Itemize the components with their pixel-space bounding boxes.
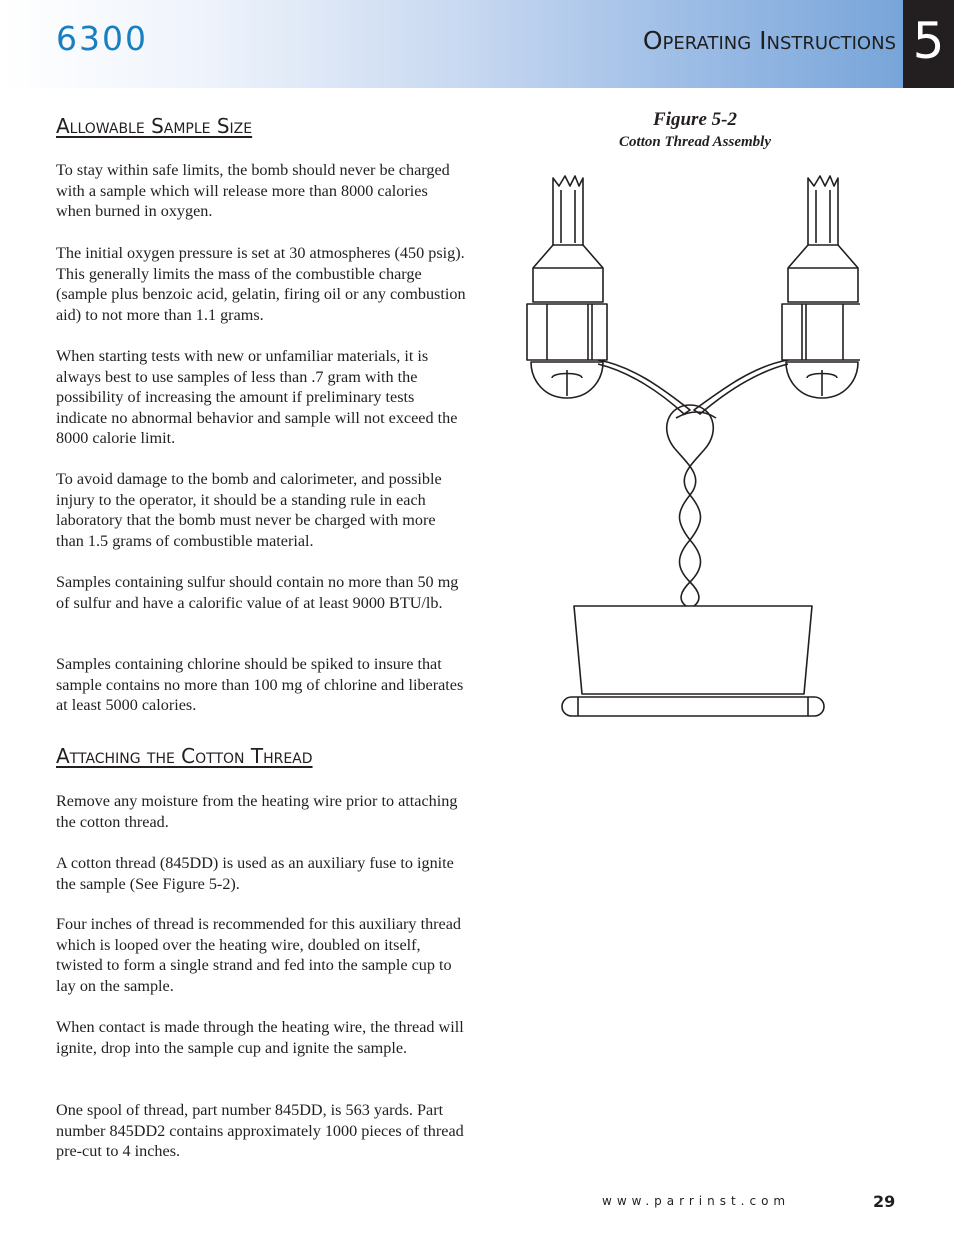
model-number: 6300	[56, 19, 148, 58]
paragraph: Remove any moisture from the heating wire prior to attaching the cotton thread.	[56, 792, 458, 831]
cotton-thread	[667, 405, 716, 606]
paragraph: To avoid damage to the bomb and calorimeter, and possible injury to the operator, it should be a standing rule in each laboratory that the bomb must never be charged with more than 1.5 grams of combustible material.	[56, 470, 442, 550]
right-electrode	[782, 176, 860, 398]
chapter-tab	[903, 0, 954, 88]
cotton-thread-assembly-illustration	[520, 160, 860, 740]
sample-cup	[562, 606, 824, 716]
paragraph: To stay within safe limits, the bomb should never be charged with a sample which will release more than 8000 calories when burned in oxygen.	[56, 161, 450, 221]
paragraph: When starting tests with new or unfamiliar materials, it is always best to use samples of less than .7 gram with the possibility of increasing the amount if preliminary tests indicate no abnormal behavior and sample will not exceed the 8000 calorie limit.	[56, 347, 458, 448]
left-electrode	[527, 176, 607, 398]
paragraph: Samples containing sulfur should contain no more than 50 mg of sulfur and have a calorific value of at least 9000 BTU/lb.	[56, 573, 459, 612]
figure-title: Cotton Thread Assembly	[619, 134, 771, 150]
paragraph: Samples containing chlorine should be spiked to insure that sample contains no more than 100 mg of chlorine and liberates at least 5000 calories.	[56, 655, 464, 715]
figure-number: Figure 5-2	[653, 109, 737, 130]
paragraph: The initial oxygen pressure is set at 30 atmospheres (450 psig). This generally limits the mass of the combustible charge (sample plus benzoic acid, gelatin, firing oil or any combustion aid) to not more than 1.1 grams.	[56, 244, 466, 324]
footer-website: www.parrinst.com	[602, 1194, 791, 1208]
page-header	[0, 0, 954, 88]
paragraph: One spool of thread, part number 845DD, is 563 yards. Part number 845DD2 contains approximately 1000 pieces of thread pre-cut to 4 inches.	[56, 1101, 464, 1161]
section-heading-attaching-cotton-thread: Attaching the Cotton Thread	[56, 744, 313, 768]
paragraph: Four inches of thread is recommended for this auxiliary thread which is looped over the heating wire, doubled on itself, twisted to form a single strand and fed into the sample cup to lay on the sample.	[56, 915, 462, 995]
paragraph: When contact is made through the heating wire, the thread will ignite, drop into the sample cup and ignite the sample.	[56, 1018, 464, 1057]
chapter-title: Operating Instructions	[642, 26, 896, 55]
section-heading-allowable-sample-size: Allowable Sample Size	[56, 114, 253, 138]
paragraph: A cotton thread (845DD) is used as an auxiliary fuse to ignite the sample (See Figure 5-2).	[56, 854, 454, 893]
page-number: 29	[873, 1192, 896, 1211]
chapter-number: 5	[912, 12, 945, 70]
